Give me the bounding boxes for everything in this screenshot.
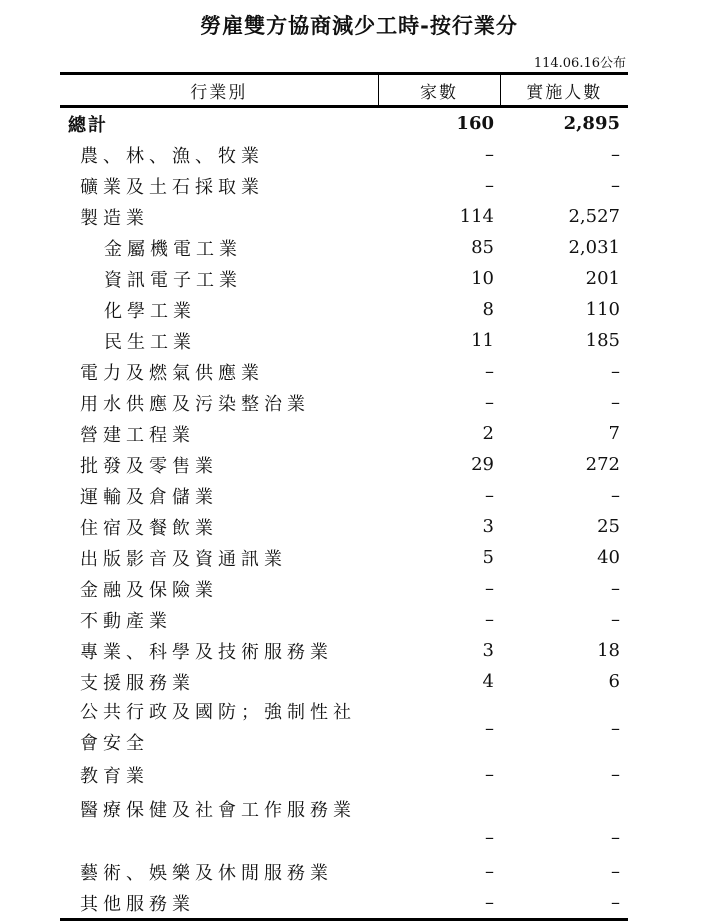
table-row-total [60, 107, 628, 140]
row-firms: 4 [482, 671, 494, 692]
header-persons: 實施人數 [500, 74, 628, 107]
table-row [60, 573, 628, 604]
publish-date: 114.06.16公布 [533, 56, 626, 71]
row-label: 營建工程業 [80, 424, 195, 446]
row-label: 專業、科學及技術服務業 [80, 641, 333, 663]
table-row [60, 418, 628, 449]
row-label: 公共行政及國防；強制性社會安全 [80, 702, 356, 754]
table-row [60, 480, 628, 511]
table-row [60, 449, 628, 480]
row-label: 金融及保險業 [80, 579, 218, 601]
row-firms: – [485, 175, 494, 196]
row-firms: 2 [482, 423, 494, 444]
header-firms: 家數 [378, 74, 500, 107]
row-label: 運輸及倉儲業 [80, 486, 218, 508]
row-persons: 18 [597, 640, 620, 661]
table-row [60, 263, 628, 294]
row-persons: – [500, 887, 628, 920]
row-firms: 160 [456, 113, 494, 134]
row-label: 民生工業 [104, 331, 196, 353]
row-label: 資訊電子工業 [104, 269, 242, 291]
row-firms: – [485, 609, 494, 630]
table-row [60, 759, 628, 790]
row-persons: 40 [597, 547, 620, 568]
row-persons: – [611, 717, 620, 739]
row-firms: 11 [471, 330, 494, 351]
row-firms: – [485, 861, 494, 882]
row-label: 不動產業 [80, 610, 172, 632]
table-row [60, 325, 628, 356]
row-label: 製造業 [80, 207, 149, 229]
row-firms: 8 [482, 299, 494, 320]
row-label: 教育業 [80, 765, 149, 787]
table-row [60, 666, 628, 697]
row-label: 住宿及餐飲業 [80, 517, 218, 539]
row-firms: – [485, 361, 494, 382]
row-persons: 2,527 [568, 206, 620, 227]
row-persons: – [611, 485, 620, 506]
row-persons: 110 [585, 299, 620, 320]
row-label: 農、林、漁、牧業 [80, 145, 264, 167]
table-row [60, 856, 628, 887]
row-firms: 29 [471, 454, 494, 475]
row-persons: – [611, 609, 620, 630]
row-firms: – [378, 887, 500, 920]
industry-table [60, 72, 628, 921]
row-label: 礦業及土石採取業 [80, 176, 264, 198]
row-firms: – [485, 717, 494, 739]
row-label: 出版影音及資通訊業 [80, 548, 287, 570]
row-firms: – [485, 392, 494, 413]
row-firms: 3 [482, 640, 494, 661]
row-firms: – [485, 144, 494, 165]
table-row [60, 697, 628, 759]
row-persons: – [611, 861, 620, 882]
row-firms: – [485, 764, 494, 785]
row-firms: – [485, 827, 494, 848]
table-row [60, 294, 628, 325]
row-label: 支援服務業 [80, 672, 195, 694]
row-label: 化學工業 [104, 300, 196, 322]
table-row [60, 542, 628, 573]
table-row [60, 232, 628, 263]
table-row [60, 387, 628, 418]
row-persons: 25 [597, 516, 620, 537]
row-firms: – [485, 578, 494, 599]
table-row [60, 170, 628, 201]
table-row [60, 887, 628, 920]
row-persons: 201 [585, 268, 620, 289]
page-title: 勞雇雙方協商減少工時-按行業分 [200, 14, 518, 38]
row-persons: 185 [585, 330, 620, 351]
row-persons: – [611, 764, 620, 785]
table-row [60, 604, 628, 635]
row-label: 醫療保健及社會工作服務業 [80, 800, 356, 821]
row-persons: 2,031 [568, 237, 620, 258]
table-row [60, 511, 628, 542]
row-label: 電力及燃氣供應業 [80, 362, 264, 384]
row-persons: 7 [608, 423, 620, 444]
table-row [60, 790, 628, 856]
row-firms: – [485, 485, 494, 506]
row-persons: 2,895 [563, 113, 620, 134]
row-persons: – [611, 144, 620, 165]
row-firms: 114 [459, 206, 494, 227]
table-row [60, 356, 628, 387]
row-label: 批發及零售業 [80, 455, 218, 477]
row-firms: 5 [482, 547, 494, 568]
row-label: 其他服務業 [60, 887, 378, 920]
row-firms: 85 [471, 237, 494, 258]
table-row [60, 635, 628, 666]
row-label: 總計 [68, 114, 108, 136]
row-persons: – [611, 827, 620, 848]
row-persons: – [611, 392, 620, 413]
header-industry: 行業別 [60, 74, 378, 107]
table-row [60, 201, 628, 232]
row-persons: 272 [585, 454, 620, 475]
table-row [60, 139, 628, 170]
row-firms: 3 [482, 516, 494, 537]
row-label: 金屬機電工業 [104, 238, 242, 260]
row-label: 用水供應及污染整治業 [80, 393, 310, 415]
row-firms: 10 [471, 268, 494, 289]
row-persons: 6 [608, 671, 620, 692]
row-persons: – [611, 361, 620, 382]
row-persons: – [611, 175, 620, 196]
header-row [60, 74, 628, 107]
row-label: 藝術、娛樂及休閒服務業 [80, 862, 333, 884]
row-persons: – [611, 578, 620, 599]
